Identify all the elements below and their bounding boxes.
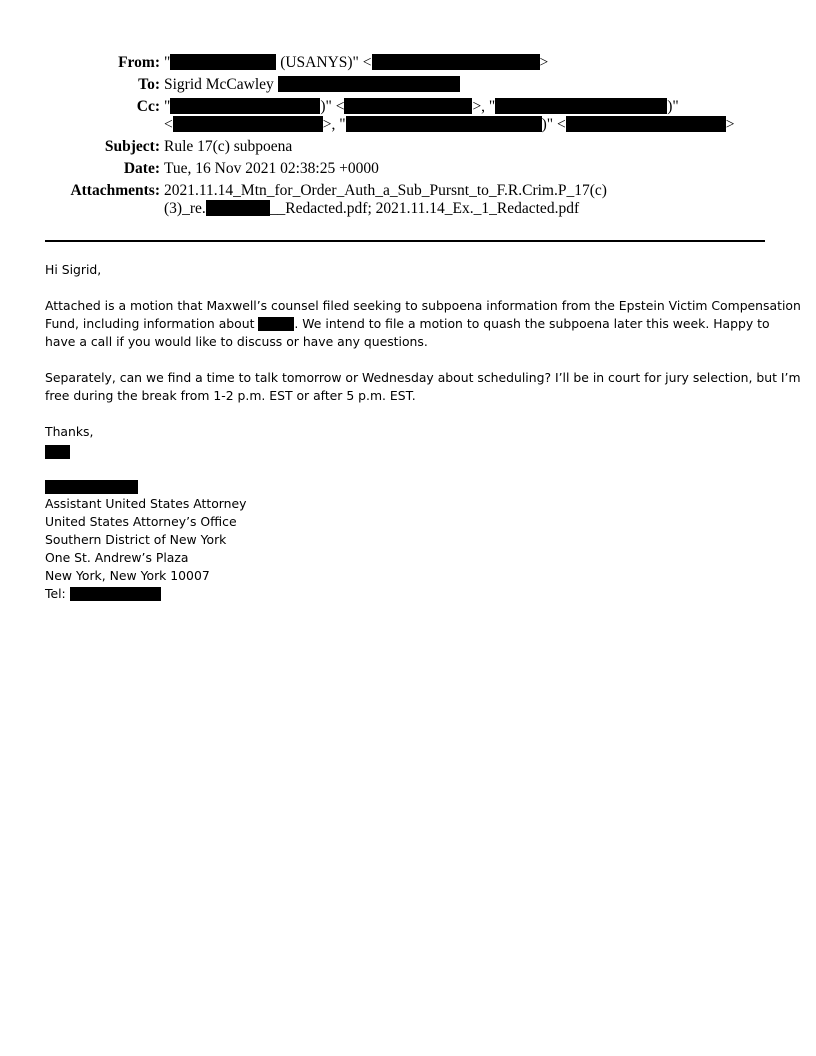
redaction-block [495,98,667,114]
redaction-block [170,54,276,70]
sender-initial-redaction [45,443,70,461]
cc-line-2 [164,116,734,134]
redaction-block [206,200,270,216]
subject-value: Rule 17(c) subpoena [164,138,293,155]
date-label: Date: [123,160,160,177]
paragraph-2-line-2: free during the break from 1-2 p.m. EST or after 5 p.m. EST. [45,388,416,403]
redaction-block [70,587,161,601]
redaction-block [566,116,726,132]
signature-telephone [45,585,161,603]
cc-line-1 [164,98,679,116]
greeting: Hi Sigrid, [45,262,102,277]
redaction-block [170,98,320,114]
paragraph-1-line-2 [45,315,770,333]
sender-name-redaction [45,478,138,496]
cc-text: >, " [472,98,496,115]
paragraph-2-line-1: Separately, can we find a time to talk tomorrow or Wednesday about scheduling? I’ll be in court for jury selection, but I’m [45,370,801,385]
to-value [164,76,460,94]
attachment-text: (3)_re. [164,200,206,217]
redaction-block [45,445,70,459]
attachment-text: __Redacted.pdf; 2021.11.14_Ex._1_Redacted.pdf [269,200,580,217]
from-close: > [539,54,549,71]
attachments-line-1[interactable]: 2021.11.14_Mtn_for_Order_Auth_a_Sub_Pursnt_to_F.R.Crim.P_17(c) [164,182,607,199]
cc-text: )" < [541,116,566,133]
tel-label: Tel: [45,586,70,601]
body-text: . We intend to file a motion to quash the subpoena later this week. Happy to [294,316,770,331]
attachments-line-2[interactable] [164,200,579,218]
attachments-label: Attachments: [70,182,160,199]
from-org: (USANYS)" < [276,54,372,71]
redaction-block [173,116,323,132]
redaction-block [372,54,540,70]
date-value: Tue, 16 Nov 2021 02:38:25 +0000 [164,160,379,177]
cc-text: " [164,98,171,115]
from-label: From: [118,54,160,71]
subject-label: Subject: [104,138,160,155]
cc-text: > [725,116,735,133]
redaction-block [278,76,460,92]
redaction-block [258,317,294,331]
to-name: Sigrid McCawley [164,76,274,93]
redaction-block [45,480,138,494]
from-value [164,54,548,72]
signature-district: Southern District of New York [45,532,227,547]
redaction-block [346,116,542,132]
closing: Thanks, [45,424,94,439]
cc-label: Cc: [136,98,160,115]
to-label: To: [138,76,160,93]
header-divider [45,240,765,242]
signature-office: United States Attorney’s Office [45,514,237,529]
from-quote: " [164,54,171,71]
signature-address-2: New York, New York 10007 [45,568,210,583]
cc-text: < [164,116,173,133]
cc-text: >, " [322,116,346,133]
paragraph-1-line-3: have a call if you would like to discuss or have any questions. [45,334,428,349]
cc-text: )" < [320,98,345,115]
signature-address-1: One St. Andrew’s Plaza [45,550,189,565]
signature-title: Assistant United States Attorney [45,496,247,511]
body-text: Fund, including information about [45,316,259,331]
cc-text: )" [667,98,679,115]
paragraph-1-line-1: Attached is a motion that Maxwell’s counsel filed seeking to subpoena information from the Epstein Victim Compensation [45,298,801,313]
redaction-block [344,98,472,114]
